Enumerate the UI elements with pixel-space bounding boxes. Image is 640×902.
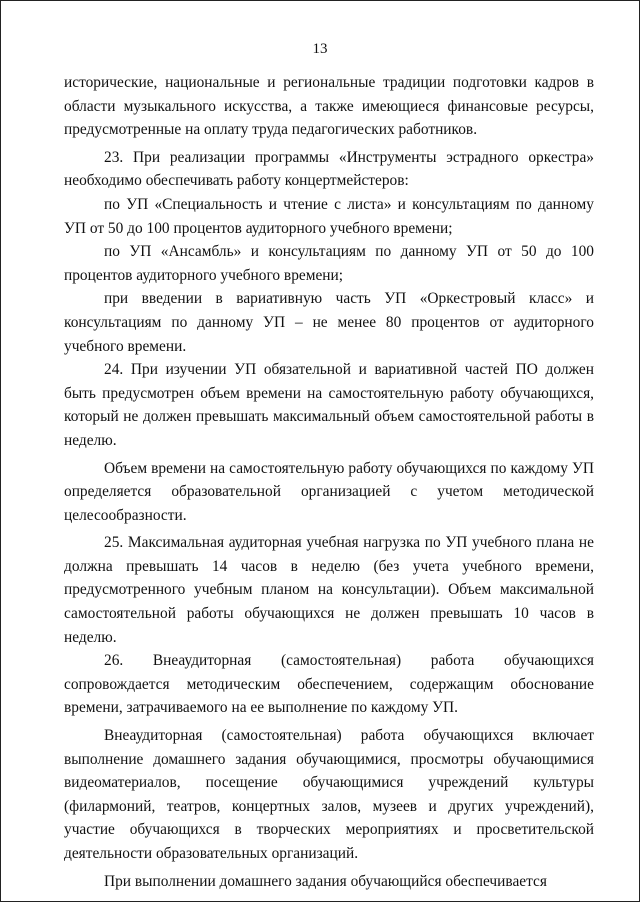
paragraph-1: исторические, национальные и региональные традиции подготовки кадров в области музыкального искусства, а также имеющиеся финансовые ресурсы, предусмотренные на оплату труда педагогических работников. [64, 74, 594, 139]
paragraph-3: по УП «Специальность и чтение с листа» и консультациям по данному УП от 50 до 100 процентов аудиторного учебного времени; [64, 195, 594, 237]
paragraph-9: 26. Внеаудиторная (самостоятельная) работа обучающихся сопровождается методическим обеспечением, содержащим обоснование времени, затрачиваемого на ее выполнение по каждому УП. [64, 652, 594, 717]
paragraph-5: при введении в вариативную часть УП «Оркестровый класс» и консультациям по данному УП – не менее 80 процентов от аудиторного учебного времени. [64, 290, 594, 355]
paragraph-8: 25. Максимальная аудиторная учебная нагрузка по УП учебного плана не должна превышать 14 часов в неделю (без учета учебного времени, предусмотренного учебным планом на консультации). Объем максимальной самостоятельной работы обучающихся не должен превышать 10 часов в неделю. [64, 534, 594, 646]
paragraph-2: 23. При реализации программы «Инструменты эстрадного оркестра» необходимо обеспечивать работу концертмейстеров: [64, 148, 594, 190]
page-body [64, 71, 594, 893]
page-number: 13 [312, 41, 328, 57]
paragraph-6: 24. При изучении УП обязательной и вариативной частей ПО должен быть предусмотрен объем времени на самостоятельную работу обучающихся, который не должен превышать максимальный объем самостоятельной работы в неделю. [64, 361, 594, 449]
paragraph-10: Внеаудиторная (самостоятельная) работа обучающихся включает выполнение домашнего задания обучающимися, просмотры обучающимися видеоматериалов, посещение обучающимися учреждений культуры (филармоний, театров, концертных залов, музеев и других учреждений), участие обучающихся в творческих мероприятиях и просветительской деятельности образовательных организаций. [64, 727, 594, 862]
paragraph-4: по УП «Ансамбль» и консультациям по данному УП от 50 до 100 процентов аудиторного учебного времени; [64, 243, 594, 284]
paragraph-11: При выполнении домашнего задания обучающийся обеспечивается [104, 872, 547, 890]
paragraph-7: Объем времени на самостоятельную работу обучающихся по каждому УП определяется образовательной организацией с учетом методической целесообразности. [64, 459, 594, 524]
